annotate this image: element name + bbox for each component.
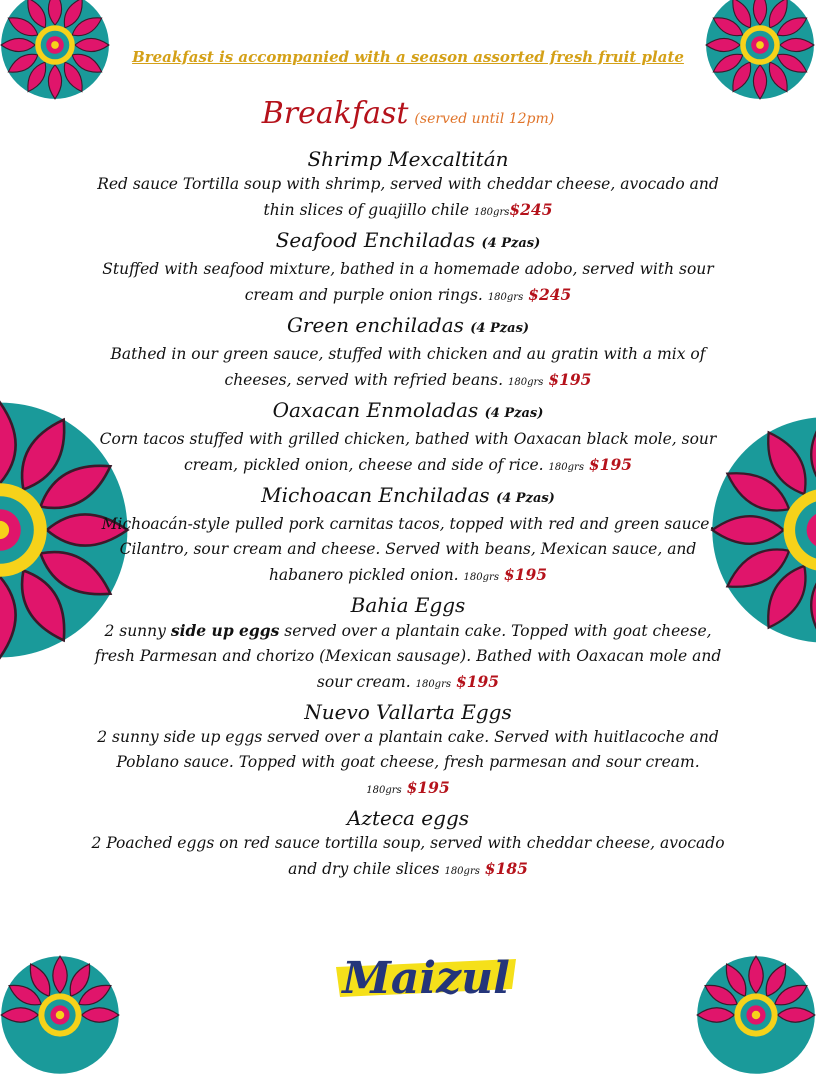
menu-item	[90, 592, 726, 697]
fruit-plate-notice: Breakfast is accompanied with a season assorted fresh fruit plate	[132, 48, 684, 66]
maizul-logo	[326, 945, 526, 1015]
item-weight: 180grs	[487, 292, 524, 303]
item-price: $195	[455, 672, 500, 691]
item-weight: 180grs	[473, 207, 510, 218]
item-quantity: (4 Pzas)	[496, 491, 555, 506]
item-price: $245	[528, 285, 572, 304]
menu-item	[90, 146, 726, 225]
item-description: Red sauce Tortilla soup with shrimp, served with cheddar cheese, avocado and thin slices of guajillo chile 180grs$245	[97, 175, 719, 219]
item-price: $195	[588, 455, 633, 474]
item-price: $245	[509, 200, 553, 219]
item-description: Stuffed with seafood mixture, bathed in a homemade adobo, served with sour cream and purple onion rings. 180grs $245	[102, 260, 714, 304]
item-name: Bahia Eggs	[350, 593, 466, 617]
menu-item	[90, 227, 726, 310]
mandala-bottom-left-decoration	[0, 955, 130, 1075]
item-name: Michoacan Enchiladas (4 Pzas)	[261, 483, 555, 507]
section-subtitle: (served until 12pm)	[414, 111, 555, 127]
item-name: Green enchiladas (4 Pzas)	[286, 313, 530, 337]
item-description: Corn tacos stuffed with grilled chicken, bathed with Oaxacan black mole, sour cream, pickled onion, cheese and side of rice. 180grs $195	[99, 430, 717, 474]
menu-item	[90, 312, 726, 395]
item-description: Bathed in our green sauce, stuffed with chicken and au gratin with a mix of cheeses, served with refried beans. 180grs $195	[110, 345, 706, 389]
item-quantity: (4 Pzas)	[484, 406, 544, 421]
mandala-bottom-right-decoration	[686, 955, 816, 1075]
svg-text:Maizul: Maizul	[342, 953, 510, 1004]
item-description-emphasis: side up eggs	[170, 621, 280, 640]
item-weight: 180grs	[444, 866, 480, 877]
item-description: 2 sunny side up eggs served over a plantain cake. Topped with goat cheese, fresh Parmesan and chorizo (Mexican sausage). Bathed with Oaxacan mole and sour cream. 180grs $195	[94, 621, 722, 691]
menu-item	[90, 397, 726, 480]
item-weight: 180grs	[507, 377, 544, 388]
item-name: Nuevo Vallarta Eggs	[304, 700, 512, 724]
section-title: Breakfast	[261, 96, 409, 131]
item-name: Oaxacan Enmoladas (4 Pzas)	[272, 398, 544, 422]
item-name: Shrimp Mexcaltitán	[307, 147, 509, 171]
item-price: $195	[503, 565, 548, 584]
menu-item	[90, 482, 726, 590]
item-description: 2 Poached eggs on red sauce tortilla soup, served with cheddar cheese, avocado and dry chile slices 180grs $185	[91, 834, 725, 878]
menu-item	[90, 699, 726, 803]
menu-item	[90, 805, 726, 884]
item-name: Seafood Enchiladas (4 Pzas)	[275, 228, 541, 252]
item-price: $185	[484, 859, 528, 878]
item-quantity: (4 Pzas)	[470, 321, 530, 336]
item-description: Michoacán-style pulled pork carnitas tacos, topped with red and green sauce. Cilantro, sour cream and cheese. Served with beans, Mexican sauce, and habanero pickled onion. 180grs $195	[101, 515, 715, 584]
item-weight: 180grs	[366, 785, 402, 796]
item-weight: 180grs	[463, 572, 499, 583]
item-price: $195	[548, 370, 592, 389]
menu-items	[90, 146, 726, 886]
section-header	[90, 96, 726, 131]
item-weight: 180grs	[415, 679, 451, 690]
item-weight: 180grs	[548, 462, 584, 473]
item-description: 2 sunny side up eggs served over a plantain cake. Served with huitlacoche and Poblano sauce. Topped with goat cheese, fresh parmesan and sour cream. 180grs $195	[97, 728, 719, 797]
item-price: $195	[406, 778, 450, 797]
item-quantity: (4 Pzas)	[481, 236, 541, 251]
item-name: Azteca eggs	[346, 806, 470, 830]
